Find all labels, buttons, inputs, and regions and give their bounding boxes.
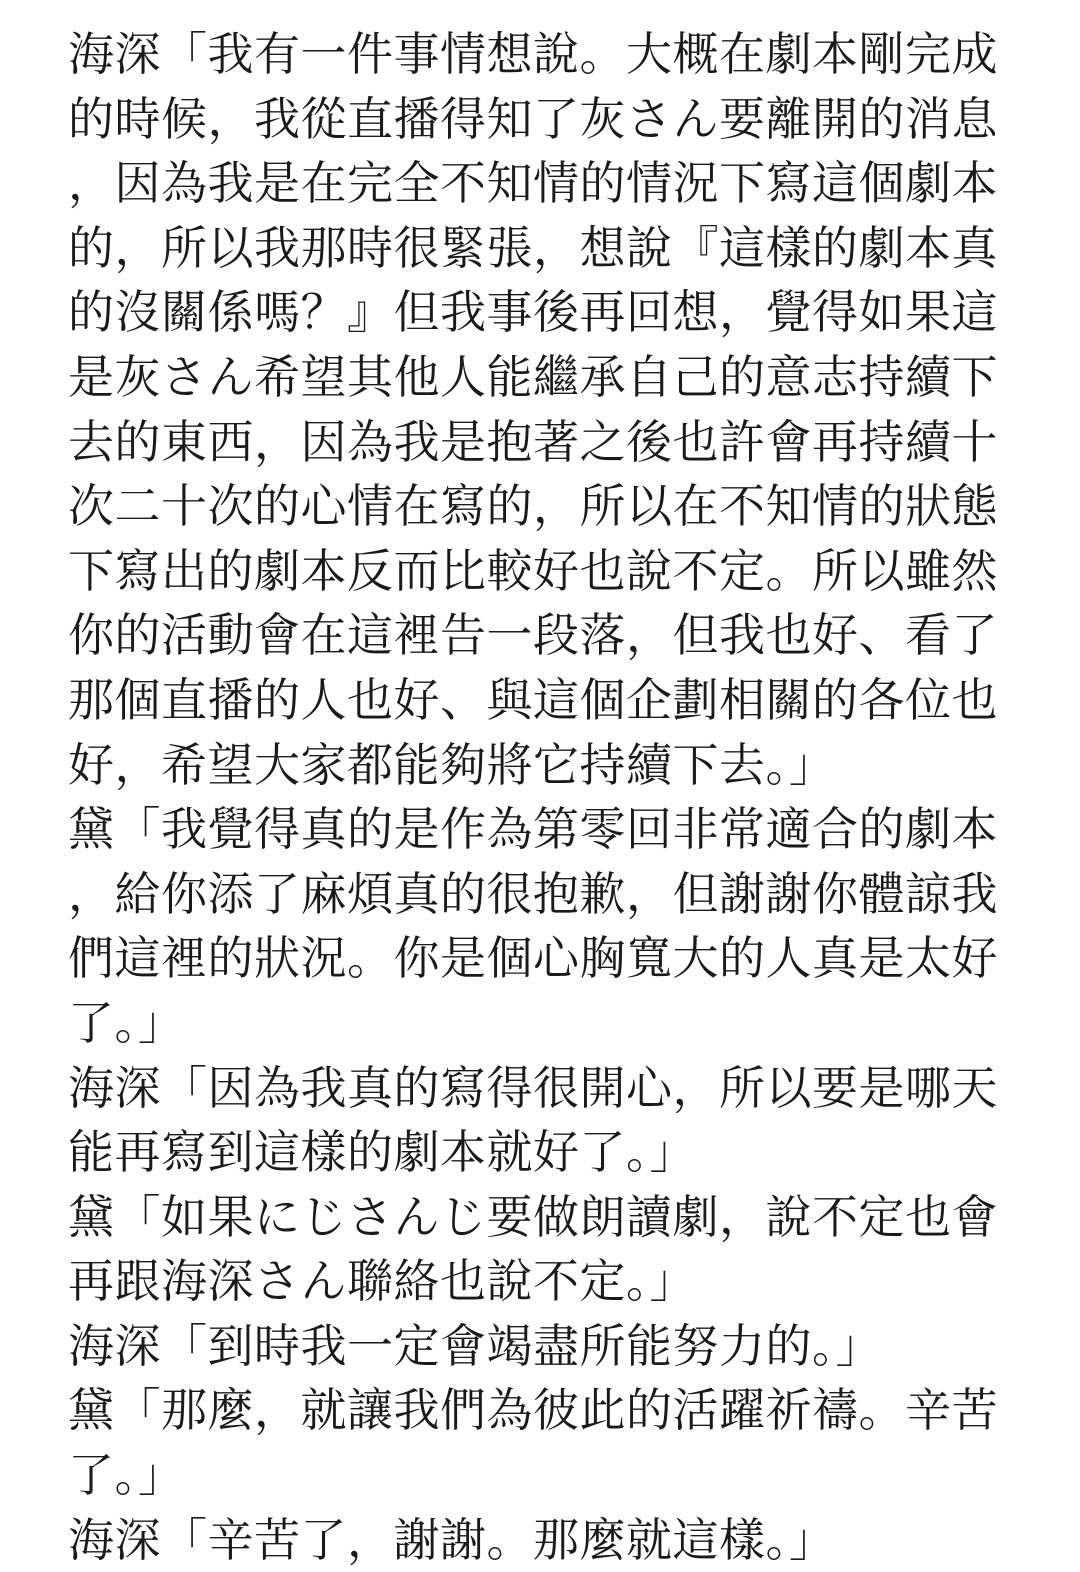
text-line: 們這裡的狀況。你是個心胸寬大的人真是太好 [68, 931, 998, 986]
transcript-text [68, 22, 1018, 1572]
text-line: 下寫出的劇本反而比較好也說不定。所以雖然 [68, 543, 998, 598]
text-line: 的時候，我從直播得知了灰さん要離開的消息 [68, 91, 998, 146]
text-line: 海深「辛苦了，謝謝。那麼就這樣。」 [68, 1512, 836, 1567]
text-line: 黛「那麼，就讓我們為彼此的活躍祈禱。辛苦 [68, 1383, 998, 1438]
text-line: ，給你添了麻煩真的很抱歉，但謝謝你體諒我 [68, 866, 998, 921]
text-line: 那個直播的人也好、與這個企劃相關的各位也 [68, 672, 998, 727]
text-line: 黛「我覺得真的是作為第零回非常適合的劇本 [68, 802, 998, 857]
text-line: 海深「因為我真的寫得很開心，所以要是哪天 [68, 1060, 998, 1115]
text-line: 去的東西，因為我是抱著之後也許會再持續十 [68, 414, 998, 469]
text-line: 的沒關係嗎？』但我事後再回想，覺得如果這 [68, 285, 998, 340]
text-line: 了。」 [68, 1448, 185, 1503]
text-line: 能再寫到這樣的劇本就好了。」 [68, 1125, 696, 1180]
text-line: 了。」 [68, 995, 185, 1050]
text-line: 的，所以我那時很緊張，想說『這樣的劇本真 [68, 220, 998, 275]
text-line: 你的活動會在這裡告一段落，但我也好、看了 [68, 608, 998, 663]
text-line: 次二十次的心情在寫的，所以在不知情的狀態 [68, 479, 998, 534]
text-line: 再跟海深さん聯絡也說不定。」 [68, 1254, 696, 1309]
text-line: 好，希望大家都能夠將它持續下去。」 [68, 737, 836, 792]
text-line: 是灰さん希望其他人能繼承自己的意志持續下 [68, 349, 998, 404]
text-line: ，因為我是在完全不知情的情況下寫這個劇本 [68, 156, 998, 211]
text-line: 海深「我有一件事情想說。大概在劇本剛完成 [68, 27, 998, 81]
text-line: 黛「如果にじさんじ要做朗讀劇，說不定也會 [68, 1189, 998, 1244]
text-line: 海深「到時我一定會竭盡所能努力的。」 [68, 1318, 882, 1373]
